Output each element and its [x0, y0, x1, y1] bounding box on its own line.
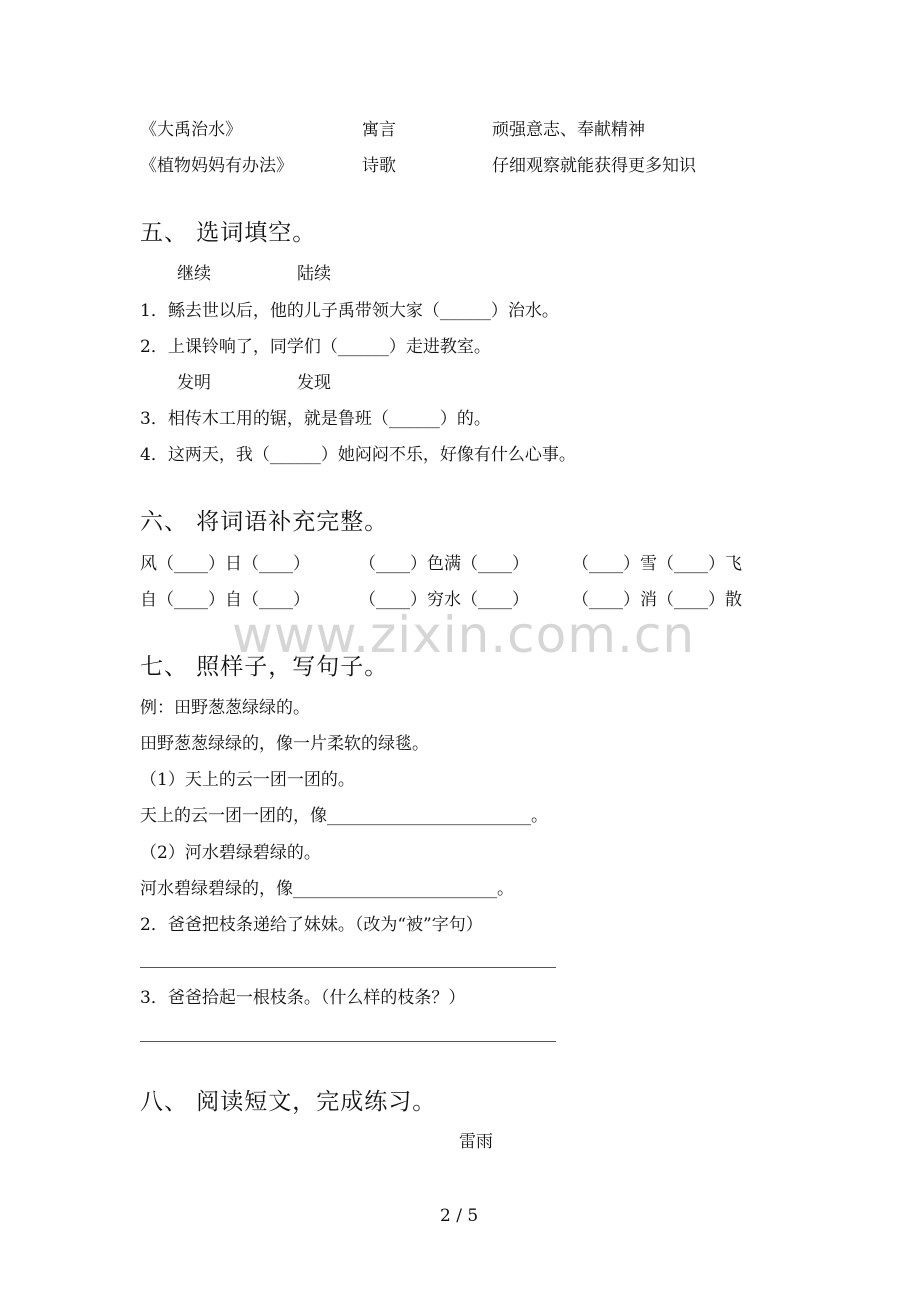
table-row-1-title: 《大禹治水》: [140, 120, 242, 140]
table-row-2-title: 《植物妈妈有办法》: [140, 156, 293, 176]
question-7-1b: （2）河水碧绿碧绿的。: [140, 843, 321, 863]
question-1: 1．鲧去世以后，他的儿子禹带领大家（______）治水。: [140, 301, 559, 321]
idiom-blank: （____）色满（____）: [359, 554, 529, 574]
question-3: 3．相传木工用的锯，就是鲁班（______）的。: [140, 409, 491, 429]
passage-title: 雷雨: [459, 1132, 493, 1152]
table-row-2-genre: 诗歌: [362, 156, 396, 176]
idiom-blank: 自（____）自（____）: [140, 590, 310, 610]
word-option: 发明: [177, 373, 211, 393]
word-option: 发现: [297, 373, 331, 393]
idiom-blank: 风（____）日（____）: [140, 554, 310, 574]
table-row-1-meaning: 顽强意志、奉献精神: [492, 120, 645, 140]
page-number: 2 / 5: [440, 1206, 479, 1226]
example-answer: 田野葱葱绿绿的，像一片柔软的绿毯。: [140, 734, 429, 754]
table-row-1-genre: 寓言: [362, 120, 396, 140]
section8-heading: 八、 阅读短文，完成练习。: [140, 1089, 437, 1115]
word-option: 陆续: [297, 264, 331, 284]
question-2: 2．上课铃响了，同学们（______）走进教室。: [140, 337, 491, 357]
idiom-blank: （____）消（____）散: [572, 590, 742, 610]
example-sentence: 例：田野葱葱绿绿的。: [140, 698, 310, 718]
question-7-3: 3．爸爸拾起一根枝条。（什么样的枝条？）: [140, 988, 466, 1008]
question-7-1b-prompt: 河水碧绿碧绿的，像________________________。: [140, 879, 514, 899]
answer-line: [140, 1041, 556, 1042]
section7-heading: 七、 照样子，写句子。: [140, 654, 389, 680]
question-7-1a: （1）天上的云一团一团的。: [140, 770, 355, 790]
word-option: 继续: [177, 264, 211, 284]
idiom-blank: （____）雪（____）飞: [572, 554, 742, 574]
question-4: 4．这两天，我（______）她闷闷不乐，好像有什么心事。: [140, 445, 576, 465]
section6-heading: 六、 将词语补充完整。: [140, 509, 389, 535]
idiom-blank: （____）穷水（____）: [359, 590, 529, 610]
table-row-2-meaning: 仔细观察就能获得更多知识: [492, 156, 696, 176]
question-7-1a-prompt: 天上的云一团一团的，像________________________。: [140, 806, 548, 826]
section5-heading: 五、 选词填空。: [140, 220, 317, 246]
question-7-2: 2．爸爸把枝条递给了妹妹。（改为“被”字句）: [140, 915, 483, 935]
answer-line: [140, 967, 556, 968]
watermark: www.zixin.com.cn: [232, 606, 696, 664]
